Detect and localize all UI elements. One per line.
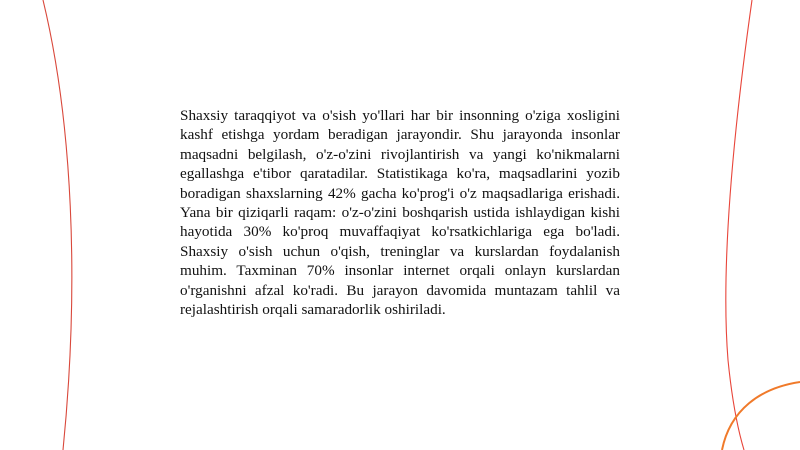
left-decorative-curve [43, 0, 72, 450]
body-paragraph: Shaxsiy taraqqiyot va o'sish yo'llari har bir insonning o'ziga xosligini kashf etishga yordam beradigan jarayondir. Shu jarayonda insonlar maqsadni belgilash, o'z-o'zini rivojlantirish va yangi ko'nikmalarni egallashga e'tibor qaratadilar. Statistikaga ko'ra, maqsadlarini yozib boradigan shaxslarning 42% gacha ko'prog'i o'z maqsadlariga erishadi. Yana bir qiziqarli raqam: o'z-o'zini boshqarish ustida ishlaydigan kishi hayotida 30% ko'proq muvaffaqiyat ko'rsatkichlariga ega bo'ladi. Shaxsiy o'sish uchun o'qish, treninglar va kurslardan foydalanish muhim. Taxminan 70% insonlar internet orqali onlayn kurslardan o'rganishni afzal ko'radi. Bu jarayon davomida muntazam tahlil va rejalashtirish orqali samaradorlik oshiriladi. [180, 107, 620, 319]
right-decorative-curve [726, 0, 752, 450]
corner-arc [722, 382, 800, 450]
